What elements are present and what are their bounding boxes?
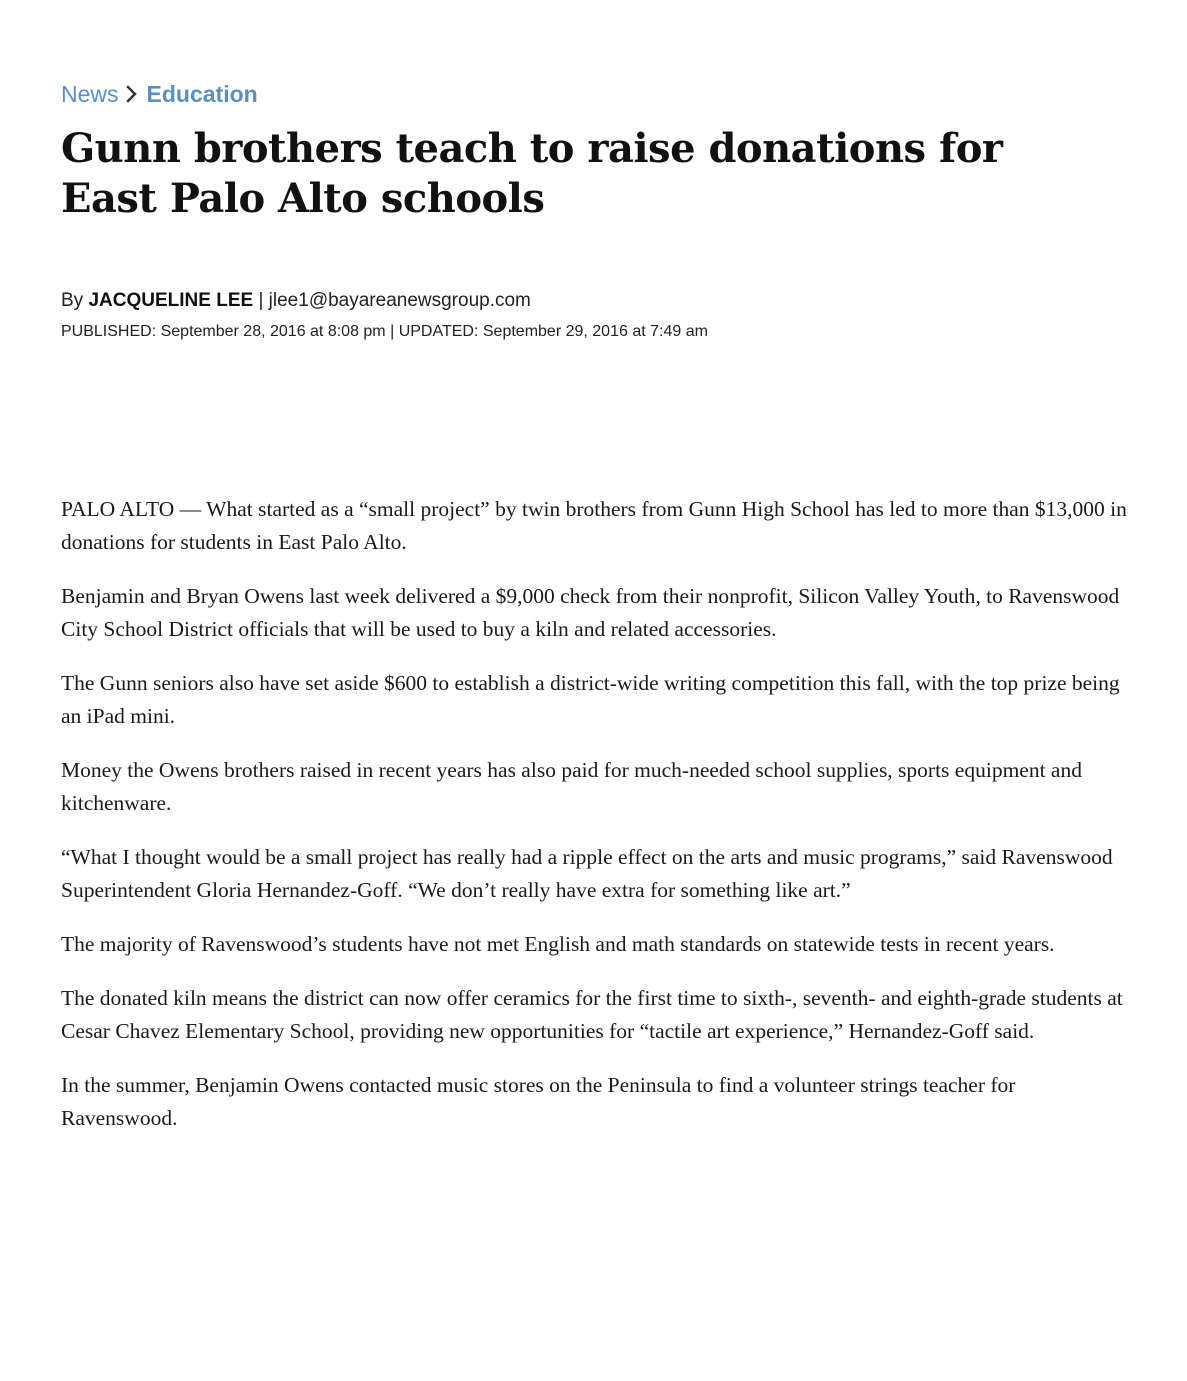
article-headline: Gunn brothers teach to raise donations for East Palo Alto schools [61, 125, 1003, 222]
published-date: September 28, 2016 at 8:08 pm [160, 323, 386, 340]
article-paragraph: “What I thought would be a small project has really had a ripple effect on the arts and music programs,” said Ravenswood Superintendent Gloria Hernandez-Goff. “We don’t really have extra for something like art.” [61, 845, 1113, 902]
breadcrumb-news-link[interactable]: News [61, 81, 119, 107]
byline-prefix: By [61, 290, 84, 311]
article-paragraph: Benjamin and Bryan Owens last week delivered a $9,000 check from their nonprofit, Silicon Valley Youth, to Ravenswood City School District officials that will be used to buy a kiln and related accessories. [61, 584, 1120, 641]
dateline-separator: | [390, 323, 395, 340]
byline [61, 288, 531, 314]
author-name[interactable]: JACQUELINE LEE [88, 290, 254, 311]
article-paragraph: Money the Owens brothers raised in recent years has also paid for much-needed school supplies, sports equipment and kitchenware. [61, 758, 1082, 815]
breadcrumb [61, 79, 258, 109]
article-paragraph: The Gunn seniors also have set aside $600 to establish a district-wide writing competition this fall, with the top prize being an iPad mini. [61, 671, 1120, 728]
breadcrumb-education-link[interactable]: Education [146, 81, 258, 107]
author-email-link[interactable]: jlee1@bayareanewsgroup.com [268, 290, 531, 311]
article-paragraph: The majority of Ravenswood’s students have not met English and math standards on statewide tests in recent years. [61, 932, 1055, 956]
byline-separator: | [258, 290, 264, 311]
article-paragraph: In the summer, Benjamin Owens contacted music stores on the Peninsula to find a volunteer strings teacher for Ravenswood. [61, 1073, 1016, 1130]
article-paragraph: PALO ALTO — What started as a “small project” by twin brothers from Gunn High School has led to more than $13,000 in donations for students in East Palo Alto. [61, 497, 1127, 554]
article-paragraph: The donated kiln means the district can now offer ceramics for the first time to sixth-, seventh- and eighth-grade students at Cesar Chavez Elementary School, providing new opportunities for “tactile art experience,” Hernandez-Goff said. [61, 986, 1123, 1043]
updated-label: UPDATED: [398, 323, 479, 340]
article-body [61, 493, 1127, 1156]
dateline [61, 321, 708, 343]
chevron-right-icon [125, 84, 139, 104]
published-label: PUBLISHED: [61, 323, 157, 340]
updated-date: September 29, 2016 at 7:49 am [482, 323, 708, 340]
